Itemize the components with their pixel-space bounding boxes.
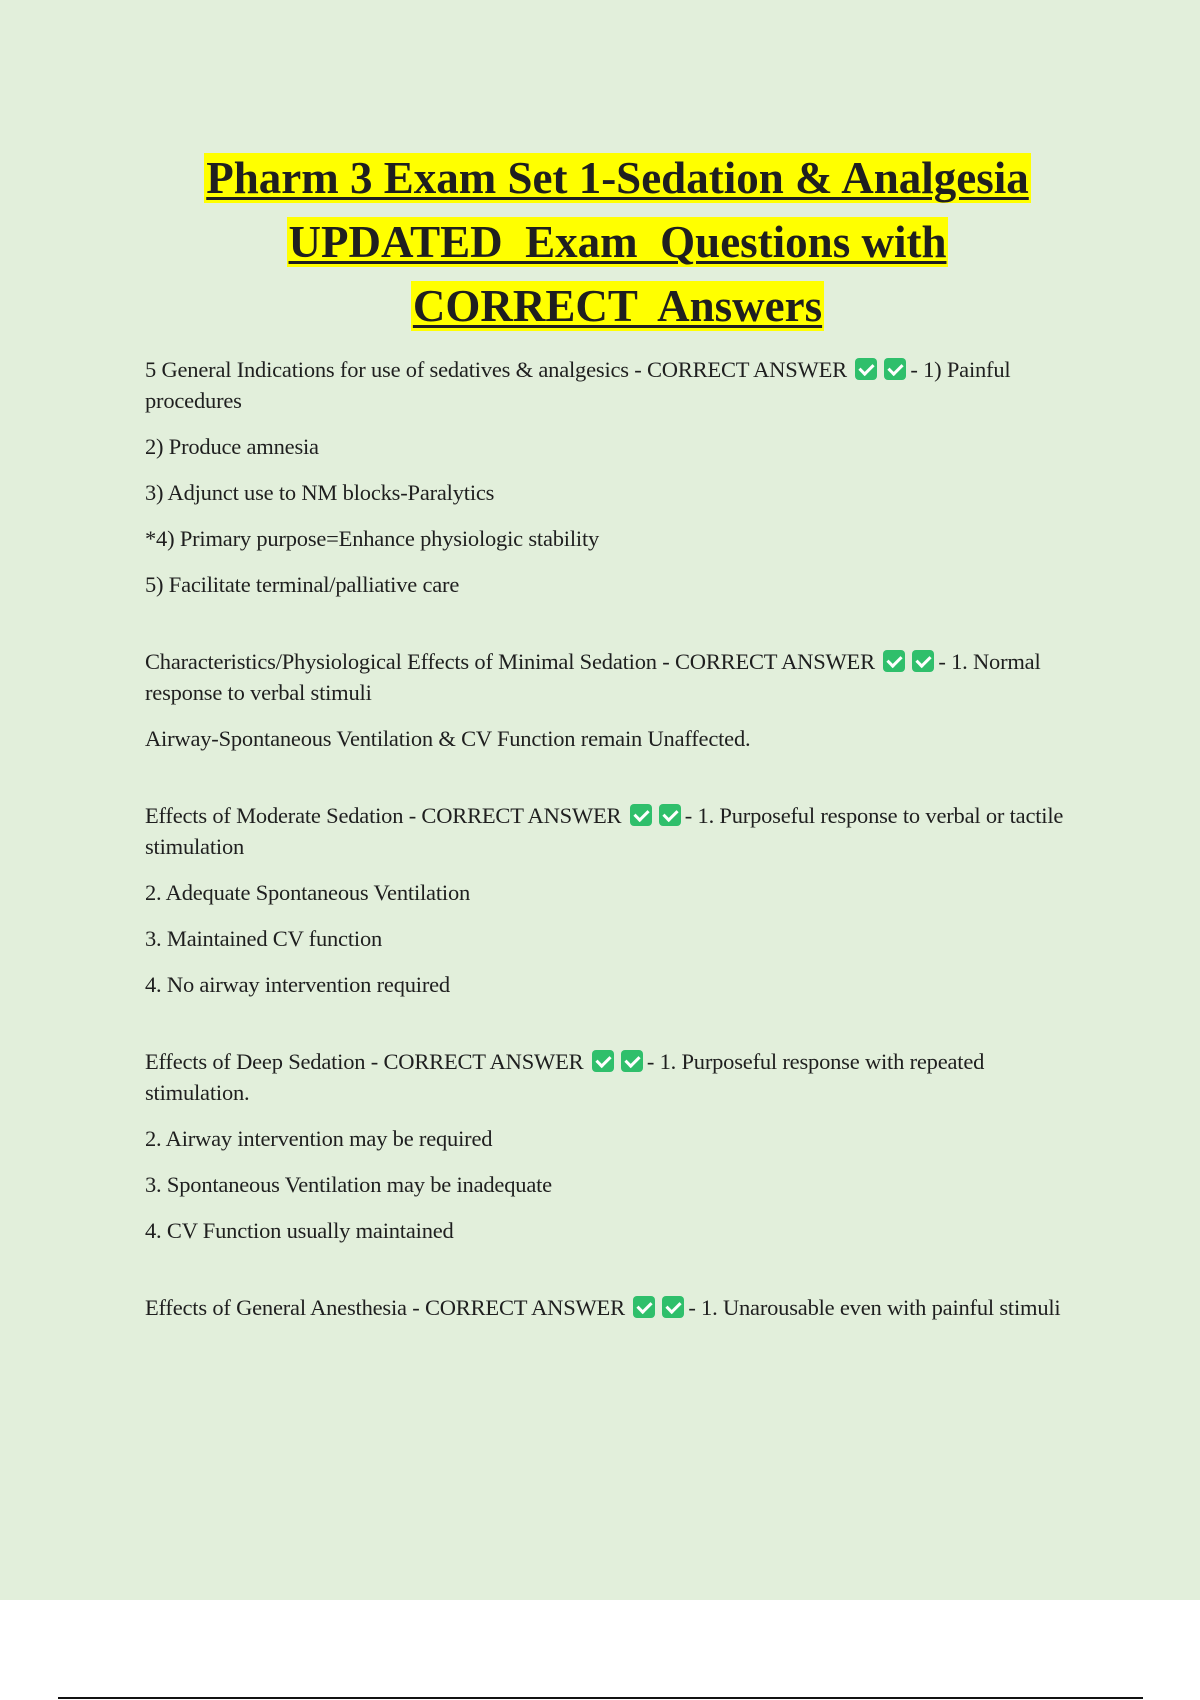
- qa-question-paragraph: [145, 1046, 1090, 1108]
- question-text: Effects of General Anesthesia - CORRECT ANSWER: [145, 1295, 625, 1320]
- check-mark-button-icon: [662, 1296, 684, 1318]
- check-mark-button-icon: [621, 1050, 643, 1072]
- question-text: Characteristics/Physiological Effects of Minimal Sedation - CORRECT ANSWER: [145, 649, 875, 674]
- answer-text: - 1. Purposeful response with repeated stimulation.: [145, 1049, 985, 1105]
- answer-text: - 1. Unarousable even with painful stimuli: [688, 1295, 1061, 1320]
- document-title: [100, 146, 1135, 338]
- check-mark-button-icon: [912, 650, 934, 672]
- qa-item: [145, 646, 1090, 754]
- check-mark-button-icon: [855, 358, 877, 380]
- answer-line: 2. Airway intervention may be required: [145, 1126, 493, 1151]
- answer-line: Airway-Spontaneous Ventilation & CV Function remain Unaffected.: [145, 726, 751, 751]
- answer-line: 5) Facilitate terminal/palliative care: [145, 572, 460, 597]
- qa-list: [145, 354, 1090, 1369]
- check-mark-button-icon: [633, 1296, 655, 1318]
- qa-question-paragraph: [145, 646, 1090, 708]
- check-mark-button-icon: [630, 804, 652, 826]
- title-line-2: UPDATED Exam Questions with: [288, 217, 947, 267]
- check-mark-button-icon: [884, 358, 906, 380]
- question-text: Effects of Deep Sedation - CORRECT ANSWER: [145, 1049, 584, 1074]
- answer-text: - 1) Painful procedures: [145, 357, 1011, 413]
- answer-line: 3. Maintained CV function: [145, 926, 383, 951]
- question-text: Effects of Moderate Sedation - CORRECT ANSWER: [145, 803, 622, 828]
- qa-item: [145, 800, 1090, 1000]
- footer-divider: [58, 1697, 1143, 1699]
- answer-line: 4. No airway intervention required: [145, 972, 450, 997]
- answer-line: 3. Spontaneous Ventilation may be inadequate: [145, 1172, 552, 1197]
- answer-line: 4. CV Function usually maintained: [145, 1218, 454, 1243]
- qa-question-paragraph: [145, 354, 1090, 416]
- qa-item: [145, 354, 1090, 600]
- answer-text: - 1. Purposeful response to verbal or tactile stimulation: [145, 803, 1064, 859]
- answer-line: 2. Adequate Spontaneous Ventilation: [145, 880, 471, 905]
- qa-question-paragraph: [145, 1292, 1090, 1323]
- check-mark-button-icon: [592, 1050, 614, 1072]
- qa-item: [145, 1292, 1090, 1323]
- answer-line: 2) Produce amnesia: [145, 434, 319, 459]
- answer-text: - 1. Normal response to verbal stimuli: [145, 649, 1041, 705]
- answer-line: *4) Primary purpose=Enhance physiologic stability: [145, 526, 600, 551]
- qa-item: [145, 1046, 1090, 1246]
- title-line-1: Pharm 3 Exam Set 1-Sedation & Analgesia: [206, 153, 1029, 203]
- answer-line: 3) Adjunct use to NM blocks-Paralytics: [145, 480, 495, 505]
- qa-question-paragraph: [145, 800, 1090, 862]
- check-mark-button-icon: [883, 650, 905, 672]
- title-line-3: CORRECT Answers: [412, 281, 823, 331]
- question-text: 5 General Indications for use of sedatives & analgesics - CORRECT ANSWER: [145, 357, 847, 382]
- check-mark-button-icon: [659, 804, 681, 826]
